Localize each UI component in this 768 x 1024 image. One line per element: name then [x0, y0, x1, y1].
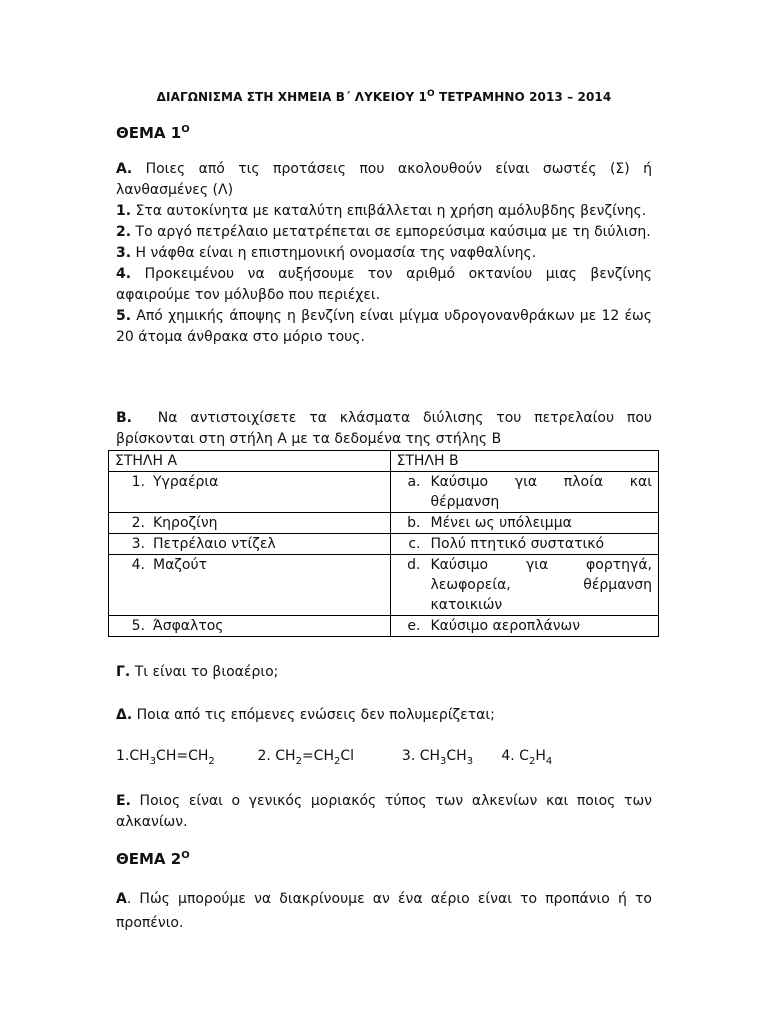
- matching-table: [108, 450, 659, 637]
- column-a-header: ΣΤΗΛΗ Α: [109, 451, 391, 472]
- statement-1: 1. Στα αυτοκίνητα με καταλύτη επιβάλλεται η χρήση αμόλυβδης βενζίνης.: [116, 203, 647, 219]
- table-row: 3. Πετρέλαιο ντίζελ c. Πολύ πτητικό συστατικό: [109, 534, 659, 555]
- formula-option-1: $1.CH_3CH=CH_2$: [116, 748, 215, 767]
- document-title: ΔΙΑΓΩΝΙΣΜΑ ΣΤΗ ΧΗΜΕΙΑ Β΄ ΛΥΚΕΙΟΥ $1^O$ ΤΕΤΡΑΜΗΝΟ 2013 – 2014: [156, 89, 612, 104]
- formula-options: [116, 746, 552, 772]
- column-b-header: ΣΤΗΛΗ Β: [390, 451, 659, 472]
- statement-5: 5. Από χημικής άποψης η βενζίνη είναι μίγμα υδρογονανθράκων με 12 έως 20 άτομα άνθρακα στο μόριο τους.: [116, 308, 652, 345]
- table-header-row: [109, 451, 659, 472]
- theme-1-heading: ΘΕΜΑ $1^O$: [116, 124, 190, 142]
- table-row: 1. Υγραέρια a. Καύσιμο για πλοία και θέρμανση: [109, 472, 659, 513]
- table-row: 2. Κηροζίνη b. Μένει ως υπόλειμμα: [109, 513, 659, 534]
- formula-option-2: 2. $CH_2=CH_2Cl$: [257, 748, 355, 767]
- theme-2-heading: ΘΕΜΑ $2^O$: [116, 850, 190, 868]
- theme-2-question-a: Α. Πώς μπορούμε να διακρίνουμε αν ένα αέριο είναι το προπάνιο ή το προπένιο.: [116, 891, 652, 931]
- section-a: [116, 159, 652, 348]
- statement-4: 4. Προκειμένου να αυξήσουμε τον αριθμό οκτανίου μιας βενζίνης αφαιρούμε τον μόλυβδο που περιέχει.: [116, 266, 653, 303]
- table-row: 4. Μαζούτ d. Καύσιμο για φορτηγά, λεωφορεία, θέρμανση κατοικιών: [109, 555, 659, 616]
- formula-option-4: 4. $C_2H_4$: [501, 748, 553, 767]
- formula-option-3: 3. $CH_3CH_3$: [401, 748, 474, 767]
- section-a-question: Α. Ποιες από τις προτάσεις που ακολουθούν είναι σωστές (Σ) ή λανθασμένες (Λ): [116, 161, 653, 198]
- table-row: 5. Άσφαλτος e. Καύσιμο αεροπλάνων: [109, 616, 659, 637]
- statement-2: 2. Το αργό πετρέλαιο μετατρέπεται σε εμπορεύσιμα καύσιμα με τη διύλιση.: [116, 224, 651, 240]
- section-d-question: Δ. Ποια από τις επόμενες ενώσεις δεν πολυμερίζεται;: [116, 707, 495, 723]
- statement-3: 3. Η νάφθα είναι η επιστημονική ονομασία της ναφθαλίνης.: [116, 245, 537, 261]
- section-e-question: Ε. Ποιος είναι ο γενικός μοριακός τύπος των αλκενίων και ποιος των αλκανίων.: [116, 793, 652, 830]
- section-c-question: Γ. Τι είναι το βιοαέριο;: [116, 664, 279, 680]
- section-b-question: Β. Να αντιστοιχίσετε τα κλάσματα διύλισης του πετρελαίου που βρίσκονται στη στήλη Α με τα δεδομένα της στήλης Β: [116, 410, 652, 447]
